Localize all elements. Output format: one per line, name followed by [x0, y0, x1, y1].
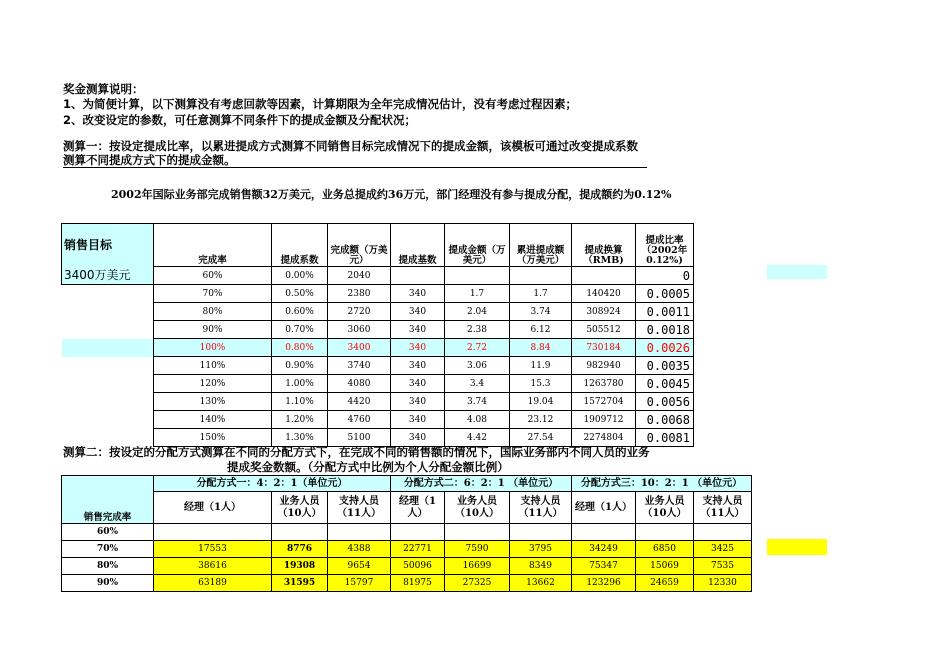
commission-table: [61, 223, 694, 447]
amount-cell[interactable]: [510, 524, 572, 541]
amount-cell[interactable]: 3795: [510, 541, 572, 558]
ratio-cell[interactable]: 0.0081: [636, 429, 694, 447]
group-method-1: 分配方式一：4：2：1（单位元）: [154, 476, 391, 492]
rmb-cell[interactable]: 1909712: [572, 411, 636, 429]
distribution-table: [61, 475, 752, 592]
sales-target-cell: [62, 339, 154, 357]
amount-cell[interactable]: 15797: [328, 575, 391, 592]
commission-cell[interactable]: 4.42: [445, 429, 510, 447]
amount-cell[interactable]: 12330: [694, 575, 752, 592]
header-ratio: 提成比率（2002年0.12%): [636, 224, 694, 267]
sales-target-cell: [62, 393, 154, 411]
commission-cell[interactable]: [445, 267, 510, 285]
completed-amount-cell[interactable]: 2720: [328, 303, 391, 321]
amount-cell[interactable]: [694, 524, 752, 541]
subheader-cell: 支持人员（11人）: [510, 492, 572, 524]
coefficient-cell[interactable]: 0.60%: [272, 303, 328, 321]
sales-target-value[interactable]: 3400万美元: [62, 267, 154, 285]
section2-line-1: 测算二：按设定的分配方式测算在不同的分配方式下，在完成不同的销售额的情况下，国际业务部内不同人员的业务: [63, 445, 650, 459]
header-completed-amount: 完成额（万美元）: [328, 224, 391, 267]
rate-cell: 70%: [62, 541, 154, 558]
rmb-cell[interactable]: [572, 267, 636, 285]
sales-target-cell: [62, 411, 154, 429]
cumulative-cell[interactable]: 11.9: [510, 357, 572, 375]
intro-title: 奖金测算说明：: [63, 82, 144, 96]
rmb-cell[interactable]: 2274804: [572, 429, 636, 447]
completion-rate-cell[interactable]: 150%: [154, 429, 272, 447]
amount-cell[interactable]: 31595: [272, 575, 328, 592]
base-cell[interactable]: 340: [391, 357, 445, 375]
rmb-cell[interactable]: 308924: [572, 303, 636, 321]
table-row: [62, 339, 694, 357]
table-row: [62, 524, 752, 541]
amount-cell[interactable]: [572, 524, 636, 541]
amount-cell[interactable]: 8776: [272, 541, 328, 558]
sales-target-cell: [62, 375, 154, 393]
base-cell[interactable]: 340: [391, 375, 445, 393]
amount-cell[interactable]: 7590: [445, 541, 510, 558]
completion-rate-cell[interactable]: 80%: [154, 303, 272, 321]
table-row: [62, 303, 694, 321]
coefficient-cell[interactable]: 1.00%: [272, 375, 328, 393]
amount-cell[interactable]: 4388: [328, 541, 391, 558]
completion-rate-cell[interactable]: 60%: [154, 267, 272, 285]
table2-subheader-row: [62, 492, 752, 524]
rate-cell: 60%: [62, 524, 154, 541]
amount-cell[interactable]: [154, 524, 272, 541]
subheader-cell: 业务人员（10人）: [272, 492, 328, 524]
amount-cell[interactable]: 27325: [445, 575, 510, 592]
completion-rate-cell[interactable]: 70%: [154, 285, 272, 303]
completed-amount-cell[interactable]: 4080: [328, 375, 391, 393]
amount-cell[interactable]: 22771: [391, 541, 445, 558]
subheader-cell: 经理（1人）: [572, 492, 636, 524]
section1-summary: 2002年国际业务部完成销售额32万美元，业务总提成约36万元，部门经理没有参与提成分配，提成额约为0.12%: [111, 188, 672, 201]
commission-cell[interactable]: 3.4: [445, 375, 510, 393]
completed-amount-cell[interactable]: 3400: [328, 339, 391, 357]
commission-cell[interactable]: 3.74: [445, 393, 510, 411]
completed-amount-cell[interactable]: 4760: [328, 411, 391, 429]
cyan-fill-cell: [767, 265, 827, 279]
table-row: [62, 575, 752, 592]
amount-cell[interactable]: 24659: [636, 575, 694, 592]
completion-rate-cell[interactable]: 120%: [154, 375, 272, 393]
base-cell[interactable]: 340: [391, 285, 445, 303]
coefficient-cell[interactable]: 1.20%: [272, 411, 328, 429]
sales-target-cell: [62, 357, 154, 375]
base-cell[interactable]: 340: [391, 429, 445, 447]
table-row: [62, 411, 694, 429]
coefficient-cell[interactable]: 0.90%: [272, 357, 328, 375]
subheader-cell: 经理（1人）: [154, 492, 272, 524]
header-coefficient: 提成系数: [272, 224, 328, 267]
cumulative-cell[interactable]: 1.7: [510, 285, 572, 303]
completed-amount-cell[interactable]: 2380: [328, 285, 391, 303]
rmb-cell[interactable]: 1263780: [572, 375, 636, 393]
completed-amount-cell[interactable]: 3060: [328, 321, 391, 339]
subheader-cell: 业务人员（10人）: [636, 492, 694, 524]
ratio-cell[interactable]: 0.0035: [636, 357, 694, 375]
amount-cell[interactable]: 3425: [694, 541, 752, 558]
table-row: [62, 393, 694, 411]
completed-amount-cell[interactable]: 2040: [328, 267, 391, 285]
amount-cell[interactable]: 34249: [572, 541, 636, 558]
amount-cell[interactable]: 63189: [154, 575, 272, 592]
header-rate: 销售完成率: [62, 476, 154, 524]
amount-cell[interactable]: 17553: [154, 541, 272, 558]
rmb-cell[interactable]: 140420: [572, 285, 636, 303]
ratio-cell[interactable]: 0: [636, 267, 694, 285]
amount-cell[interactable]: 6850: [636, 541, 694, 558]
coefficient-cell[interactable]: 0.00%: [272, 267, 328, 285]
commission-cell[interactable]: 2.38: [445, 321, 510, 339]
base-cell[interactable]: 340: [391, 411, 445, 429]
completion-rate-cell[interactable]: 100%: [154, 339, 272, 357]
base-cell[interactable]: 340: [391, 339, 445, 357]
amount-cell[interactable]: 81975: [391, 575, 445, 592]
completion-rate-cell[interactable]: 130%: [154, 393, 272, 411]
rate-cell: 90%: [62, 575, 154, 592]
cumulative-cell[interactable]: 15.3: [510, 375, 572, 393]
sales-target-cell: [62, 285, 154, 303]
commission-cell[interactable]: 4.08: [445, 411, 510, 429]
intro-line-1: 1、为简便计算，以下测算没有考虑回款等因素，计算期限为全年完成情况估计，没有考虑过程因素；: [63, 97, 577, 111]
base-cell[interactable]: 340: [391, 303, 445, 321]
amount-cell[interactable]: [636, 524, 694, 541]
amount-cell[interactable]: [391, 524, 445, 541]
table-row: [62, 321, 694, 339]
rmb-cell[interactable]: 730184: [572, 339, 636, 357]
section2-line-2: 提成奖金数额。（分配方式中比例为个人分配金额比例）: [227, 460, 509, 474]
header-base: 提成基数: [391, 224, 445, 267]
subheader-cell: 业务人员（10人）: [445, 492, 510, 524]
amount-cell[interactable]: 38616: [154, 558, 272, 575]
amount-cell[interactable]: [445, 524, 510, 541]
commission-cell[interactable]: 2.72: [445, 339, 510, 357]
amount-cell[interactable]: 50096: [391, 558, 445, 575]
header-rmb: 提成换算（RMB): [572, 224, 636, 267]
subheader-cell: 支持人员（11人）: [328, 492, 391, 524]
table-row: [62, 541, 752, 558]
amount-cell[interactable]: 19308: [272, 558, 328, 575]
cumulative-cell[interactable]: 6.12: [510, 321, 572, 339]
base-cell[interactable]: 340: [391, 321, 445, 339]
amount-cell[interactable]: [272, 524, 328, 541]
yellow-fill-cell: [767, 539, 827, 555]
commission-cell[interactable]: 2.04: [445, 303, 510, 321]
amount-cell[interactable]: 16699: [445, 558, 510, 575]
amount-cell[interactable]: 9654: [328, 558, 391, 575]
table-row: [62, 285, 694, 303]
header-cumulative: 累进提成额（万美元）: [510, 224, 572, 267]
rmb-cell[interactable]: 1572704: [572, 393, 636, 411]
completed-amount-cell[interactable]: 5100: [328, 429, 391, 447]
ratio-cell[interactable]: 0.0011: [636, 303, 694, 321]
header-completion-rate: 完成率: [154, 224, 272, 267]
table-row: [62, 375, 694, 393]
completion-rate-cell[interactable]: 140%: [154, 411, 272, 429]
table-row: [62, 357, 694, 375]
ratio-cell[interactable]: 0.0018: [636, 321, 694, 339]
header-sales-target: 销售目标: [62, 224, 154, 267]
subheader-cell: 支持人员（11人）: [694, 492, 752, 524]
rmb-cell[interactable]: 982940: [572, 357, 636, 375]
cumulative-cell[interactable]: 3.74: [510, 303, 572, 321]
coefficient-cell[interactable]: 0.80%: [272, 339, 328, 357]
intro-line-2: 2、改变设定的参数，可任意测算不同条件下的提成金额及分配状况；: [63, 113, 416, 127]
amount-cell[interactable]: [328, 524, 391, 541]
coefficient-cell[interactable]: 0.70%: [272, 321, 328, 339]
cumulative-cell[interactable]: 23.12: [510, 411, 572, 429]
cumulative-cell[interactable]: 27.54: [510, 429, 572, 447]
completed-amount-cell[interactable]: 3740: [328, 357, 391, 375]
coefficient-cell[interactable]: 1.10%: [272, 393, 328, 411]
group-method-2: 分配方式二：6：2：1 （单位元）: [391, 476, 572, 492]
coefficient-cell[interactable]: 1.30%: [272, 429, 328, 447]
rmb-cell[interactable]: 505512: [572, 321, 636, 339]
ratio-cell[interactable]: 0.0056: [636, 393, 694, 411]
ratio-cell[interactable]: 0.0005: [636, 285, 694, 303]
base-cell[interactable]: 340: [391, 393, 445, 411]
table-row: [62, 558, 752, 575]
amount-cell[interactable]: 123296: [572, 575, 636, 592]
completed-amount-cell[interactable]: 4420: [328, 393, 391, 411]
coefficient-cell[interactable]: 0.50%: [272, 285, 328, 303]
amount-cell[interactable]: 13662: [510, 575, 572, 592]
amount-cell[interactable]: 75347: [572, 558, 636, 575]
group-method-3: 分配方式三：10：2：1 （单位元）: [572, 476, 752, 492]
amount-cell[interactable]: 8349: [510, 558, 572, 575]
amount-cell[interactable]: 7535: [694, 558, 752, 575]
commission-cell[interactable]: 3.06: [445, 357, 510, 375]
table2-group-row: [62, 476, 752, 492]
sales-target-cell: [62, 321, 154, 339]
rate-cell: 80%: [62, 558, 154, 575]
sales-target-cell: [62, 303, 154, 321]
ratio-cell[interactable]: 0.0026: [636, 339, 694, 357]
section1-description: 测算一：按设定提成比率，以累进提成方式测算不同销售目标完成情况下的提成金额，该模板可通过改变提成系数测算不同提成方式下的提成金额。: [63, 139, 647, 168]
commission-cell[interactable]: 1.7: [445, 285, 510, 303]
table-row: [62, 267, 694, 285]
table1-header-row: [62, 224, 694, 267]
cumulative-cell[interactable]: 19.04: [510, 393, 572, 411]
ratio-cell[interactable]: 0.0068: [636, 411, 694, 429]
cumulative-cell[interactable]: 8.84: [510, 339, 572, 357]
amount-cell[interactable]: 15069: [636, 558, 694, 575]
ratio-cell[interactable]: 0.0045: [636, 375, 694, 393]
base-cell[interactable]: [391, 267, 445, 285]
header-commission: 提成金额（万美元）: [445, 224, 510, 267]
subheader-cell: 经理（1人）: [391, 492, 445, 524]
cumulative-cell[interactable]: [510, 267, 572, 285]
completion-rate-cell[interactable]: 110%: [154, 357, 272, 375]
completion-rate-cell[interactable]: 90%: [154, 321, 272, 339]
